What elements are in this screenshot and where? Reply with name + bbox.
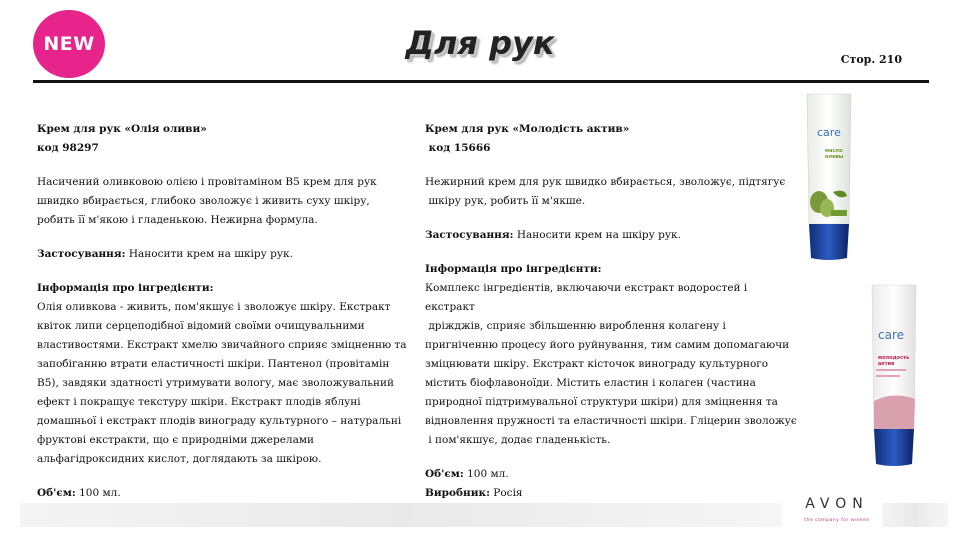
- maker-value: Росія: [493, 487, 523, 499]
- usage-label: Застосування:: [37, 248, 126, 260]
- volume-value: 100 мл.: [79, 487, 121, 499]
- footer-bar-left: [20, 503, 782, 527]
- ingredients-line: квіток липи серцеподібної відомий своїми очищувальними: [37, 320, 365, 332]
- volume-line: [37, 484, 407, 503]
- volume-value: 100 мл.: [467, 468, 509, 480]
- olive-tube-label-2: оливы: [825, 154, 844, 160]
- ingredients-line: пригніченню процесу його руйнування, тим самим допомагаючи: [425, 339, 790, 351]
- usage-label: Застосування:: [425, 229, 514, 241]
- ingredients-line: властивостями. Екстракт хмелю звичайного сприяє зміцненню та: [37, 339, 407, 351]
- youth-cream-tube-image: [868, 283, 920, 468]
- product-olive-section: [37, 120, 407, 522]
- description-line: швидко вбирається, глибоко зволожує і живить суху шкіру,: [37, 195, 370, 207]
- header-divider: [33, 80, 929, 83]
- description-line: Насичений оливковою олією і провітаміном В5 крем для рук: [37, 176, 377, 188]
- ingredients-label: Інформація про інгредієнти:: [37, 282, 214, 294]
- ingredients-line: фруктові екстракти, що є природніми джерелами: [37, 434, 315, 446]
- usage-line: [37, 245, 407, 264]
- olive-cream-tube-image: [803, 92, 855, 262]
- product-youth-code: код 15666: [425, 142, 491, 154]
- ingredients-label: Інформація про інгредієнти:: [425, 263, 602, 275]
- ingredients-line: альфагідроксидних кислот, доглядають за шкірою.: [37, 453, 322, 465]
- ingredients-line: Комплекс інгредієнтів, включаючи екстракт водоростей і екстракт: [425, 282, 748, 313]
- ingredients-line: відновлення пружності та еластичності шкіри. Гліцерин зволожує: [425, 415, 797, 427]
- ingredients-line: дріжджів, сприяє збільшенню вироблення колагену і: [425, 320, 726, 332]
- avon-tagline: the company for women: [804, 518, 870, 523]
- new-badge-text: NEW: [43, 33, 95, 55]
- usage-text: Наносити крем на шкіру рук.: [516, 229, 681, 241]
- footer-bar-right: [882, 503, 948, 527]
- ingredients-line: зміцнювати шкіру. Екстракт кісточок винограду культурного: [425, 358, 769, 370]
- maker-line: [425, 484, 797, 503]
- ingredients-line: В5), завдяки здатності утримувати вологу, має зволожувальний: [37, 377, 394, 389]
- product-youth-section: [425, 120, 797, 503]
- olive-tube-label-1: масло: [825, 148, 843, 154]
- ingredients-line: Олія оливкова - живить, пом'якшує і зволожує шкіру. Екстракт: [37, 301, 391, 313]
- ingredients-line: і пом'якшує, додає гладенькість.: [425, 434, 611, 446]
- volume-line: [425, 465, 797, 484]
- volume-label: Об'єм:: [37, 487, 76, 499]
- ingredients-line: домашньої і екстракт плодів винограду культурного – натуральні: [37, 415, 402, 427]
- youth-tube-brand: care: [878, 328, 905, 342]
- description-line: шкіру рук, робить її м'якше.: [425, 195, 586, 207]
- volume-label: Об'єм:: [425, 468, 464, 480]
- product-olive-name: Крем для рук «Олія оливи»: [37, 123, 207, 135]
- ingredients-line: запобіганню втрати еластичності шкіри. Пантенол (провітамін: [37, 358, 390, 370]
- olive-tube-brand: care: [817, 126, 841, 139]
- page-title: Для рук: [405, 24, 555, 62]
- usage-text: Наносити крем на шкіру рук.: [128, 248, 293, 260]
- youth-tube-label-2: актив: [878, 361, 895, 367]
- ingredients-line: містить біофлавоноїди. Містить еластин і колаген (частина: [425, 377, 756, 389]
- product-youth-name: Крем для рук «Молодість актив»: [425, 123, 630, 135]
- description-line: робить її м'якою і гладенькою. Нежирна формула.: [37, 214, 318, 226]
- product-olive-code: код 98297: [37, 142, 99, 154]
- description-line: Нежирний крем для рук швидко вбирається, зволожує, підтягує: [425, 176, 786, 188]
- avon-logo: AVON: [805, 496, 869, 512]
- maker-label: Виробник:: [425, 487, 490, 499]
- ingredients-line: ефект і покращує текстуру шкіри. Екстракт плодів яблуні: [37, 396, 361, 408]
- usage-line: [425, 226, 797, 245]
- ingredients-line: природної підтримувальної структури шкіри) для зміцнення та: [425, 396, 778, 408]
- youth-tube-label-1: молодость: [878, 355, 910, 361]
- page-number: Стор. 210: [840, 53, 902, 66]
